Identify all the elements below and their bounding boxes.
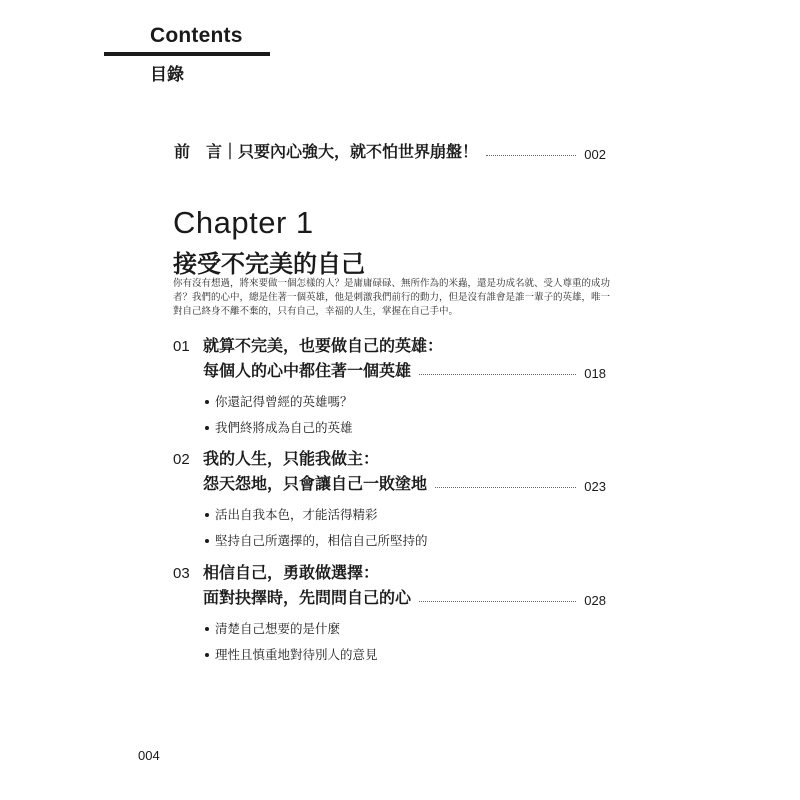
page-number: 002 (584, 147, 606, 162)
section-heading-line1 (173, 446, 606, 468)
page-number: 028 (584, 593, 606, 608)
section-heading-line1 (173, 333, 606, 355)
section-title-line1: 相信自己，勇敢做選擇： (203, 563, 380, 582)
page-number: 023 (584, 479, 606, 494)
heading-rule (104, 52, 270, 56)
chapter-intro: 你有沒有想過，將來要做一個怎樣的人？是庸庸碌碌、無所作為的米蟲，還是功成名就、受人尊重的成功者？我們的心中，總是住著一個英雄，他是刺激我們前行的動力，但是沒有誰會是誰一輩子的英雄，唯一對自己終身不離不棄的，只有自己，幸福的人生，掌握在自己手中。 (173, 278, 611, 317)
subtopic-item: 活出自我本色，才能活得精彩 (205, 506, 606, 532)
subtopic-item: 理性且慎重地對待別人的意見 (205, 646, 606, 672)
section-title-line2: 怨天怨地，只會讓自己一敗塗地 (203, 474, 428, 493)
section-title-line2: 每個人的心中都住著一個英雄 (203, 361, 412, 380)
subtopic-list (205, 506, 606, 558)
dot-leader (486, 154, 576, 156)
section-number: 02 (173, 451, 190, 468)
subtopic-list (205, 393, 606, 445)
contents-heading: Contents (150, 24, 243, 47)
subtopic-item: 堅持自己所選擇的，相信自己所堅持的 (205, 532, 606, 558)
section-number: 03 (173, 565, 190, 582)
page-number: 018 (584, 366, 606, 381)
section-heading-line2 (203, 472, 606, 494)
subtopic-item: 清楚自己想要的是什麼 (205, 620, 606, 646)
toc-section[interactable] (173, 560, 606, 672)
page-folio: 004 (138, 748, 160, 763)
section-number: 01 (173, 338, 190, 355)
dot-leader (419, 373, 576, 375)
contents-heading-zh: 目錄 (150, 65, 184, 85)
chapter-label: Chapter 1 (173, 205, 314, 240)
subtopic-item: 我們終將成為自己的英雄 (205, 419, 606, 445)
toc-section[interactable] (173, 446, 606, 558)
section-heading-line2 (203, 586, 606, 608)
section-heading-line2 (203, 359, 606, 381)
dot-leader (435, 486, 576, 488)
toc-section[interactable] (173, 333, 606, 445)
chapter-title: 接受不完美的自己 (173, 250, 365, 278)
toc-entry-preface[interactable] (174, 138, 606, 162)
dot-leader (419, 600, 576, 602)
section-title-line2: 面對抉擇時，先問問自己的心 (203, 588, 412, 607)
subtopic-item: 你還記得曾經的英雄嗎？ (205, 393, 606, 419)
preface-title: 前 言｜只要內心強大，就不怕世界崩盤！ (174, 142, 479, 161)
subtopic-list (205, 620, 606, 672)
section-title-line1: 我的人生，只能我做主： (203, 449, 380, 468)
section-title-line1: 就算不完美，也要做自己的英雄： (203, 336, 444, 355)
section-heading-line1 (173, 560, 606, 582)
